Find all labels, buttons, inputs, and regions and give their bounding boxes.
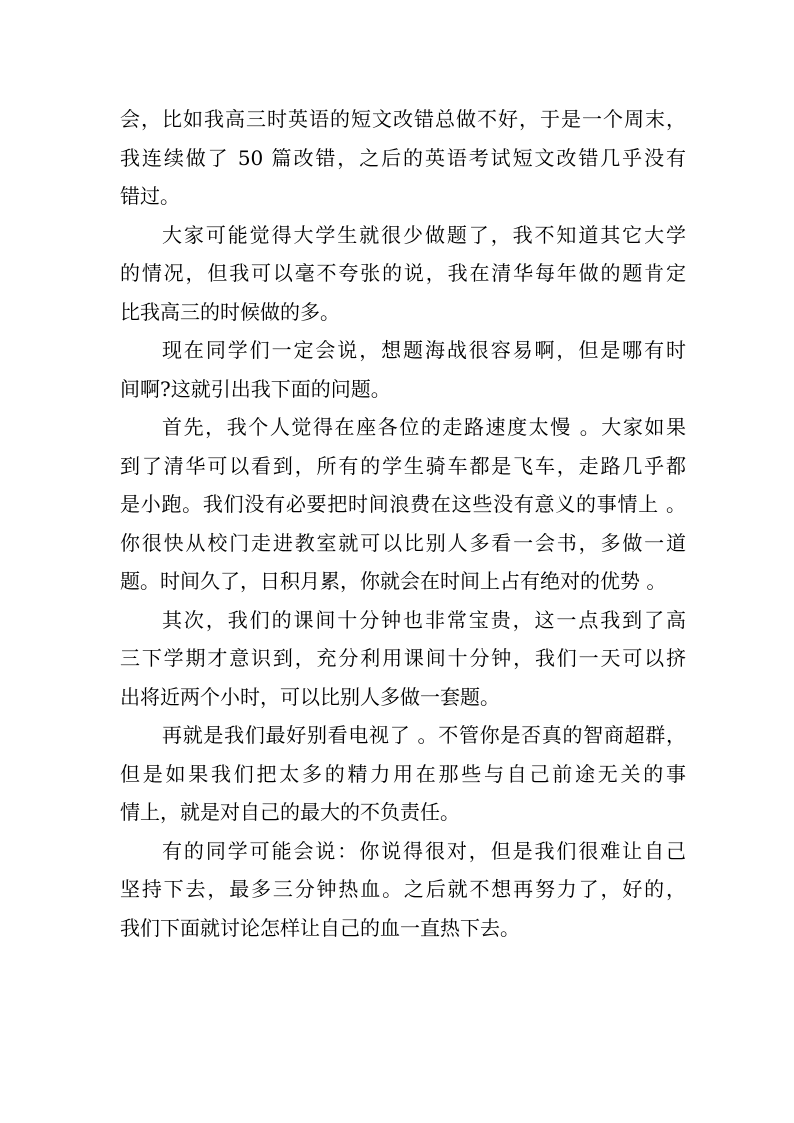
text-line: 比我高三的时候做的多。 xyxy=(120,299,340,324)
text-line: 会，比如我高三时英语的短文改错总做不好，于是一个周末， xyxy=(120,107,686,131)
text-line: 到了清华可以看到，所有的学生骑车都是飞车，走路几乎都 xyxy=(120,453,686,478)
text-line: 三下学期才意识到，充分利用课间十分钟，我们一天可以挤 xyxy=(120,646,686,670)
text-line: 间啊?这就引出我下面的问题。 xyxy=(120,376,391,401)
text-line: 有的同学可能会说：你说得很对，但是我们很难让自己 xyxy=(162,838,686,863)
text-line: 题。时间久了，日积月累，你就会在时间上占有绝对的优势 。 xyxy=(120,569,667,593)
text-line: 其次，我们的课间十分钟也非常宝贵，这一点我到了高 xyxy=(162,607,686,632)
text-line: 现在同学们一定会说，想题海战很容易啊，但是哪有时 xyxy=(162,338,686,362)
document-body xyxy=(120,100,686,947)
text-line: 但是如果我们把太多的精力用在那些与自己前途无关的事 xyxy=(120,761,686,786)
text-line: 是小跑。我们没有必要把时间浪费在这些没有意义的事情上 。 xyxy=(120,492,686,516)
text-line: 情上，就是对自己的最大的不负责任。 xyxy=(120,800,460,824)
text-line: 出将近两个小时，可以比别人多做一套题。 xyxy=(120,684,500,709)
text-line: 错过。 xyxy=(120,184,180,208)
text-line: 的情况，但我可以毫不夸张的说，我在清华每年做的题肯定 xyxy=(120,261,686,285)
text-line: 再就是我们最好别看电视了 。不管你是否真的智商超群， xyxy=(162,723,686,747)
text-line: 大家可能觉得大学生就很少做题了，我不知道其它大学 xyxy=(162,222,686,247)
text-line: 首先，我个人觉得在座各位的走路速度太慢 。大家如果 xyxy=(162,415,686,439)
text-line: 坚持下去，最多三分钟热血。之后就不想再努力了，好的， xyxy=(120,877,686,901)
text-line: 我们下面就讨论怎样让自己的血一直热下去。 xyxy=(120,915,520,940)
text-line: 我连续做了 50 篇改错，之后的英语考试短文改错几乎没有 xyxy=(120,145,686,170)
text-line: 你很快从校门走进教室就可以比别人多看一会书，多做一道 xyxy=(120,530,686,555)
